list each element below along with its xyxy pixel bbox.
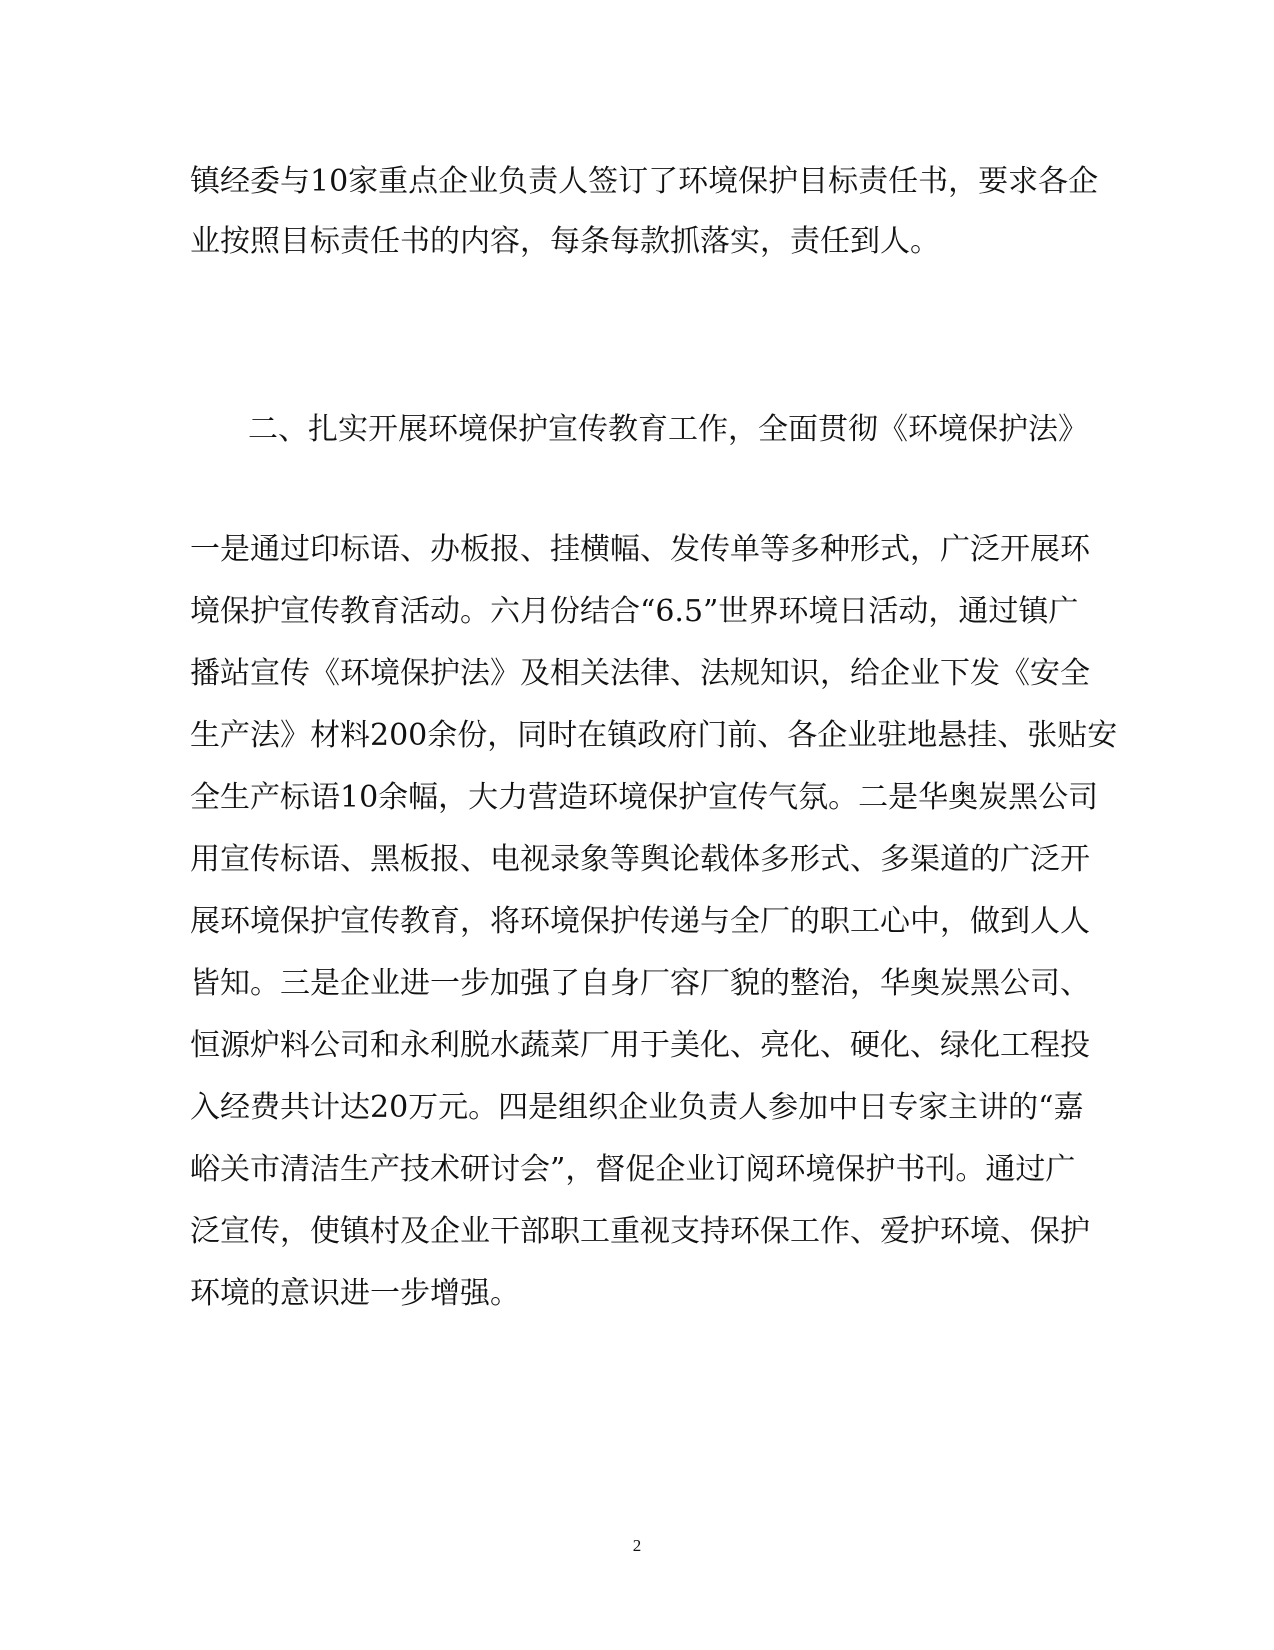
paragraph-1-line-2: 业按照目标责任书的内容，每条每款抓落实，责任到人。 — [190, 224, 940, 259]
paragraph-1-line-1: 镇经委与10家重点企业负责人签订了环境保护目标责任书，要求各企 — [190, 164, 1099, 199]
paragraph-2-line-13: 环境的意识进一步增强。 — [190, 1276, 520, 1311]
section-heading: 二、扎实开展环境保护宣传教育工作，全面贯彻《环境保护法》 — [248, 412, 1088, 447]
paragraph-2-line-1: 一是通过印标语、办板报、挂横幅、发传单等多种形式，广泛开展环 — [190, 532, 1090, 567]
paragraph-2-line-8: 皆知。三是企业进一步加强了自身厂容厂貌的整治，华奥炭黑公司、 — [190, 966, 1090, 1001]
paragraph-2-line-5: 全生产标语10余幅，大力营造环境保护宣传气氛。二是华奥炭黑公司 — [190, 780, 1099, 815]
paragraph-2-line-6: 用宣传标语、黑板报、电视录象等舆论载体多形式、多渠道的广泛开 — [190, 842, 1090, 877]
paragraph-2-line-10: 入经费共计达20万元。四是组织企业负责人参加中日专家主讲的“嘉 — [190, 1090, 1084, 1125]
paragraph-2-line-3: 播站宣传《环境保护法》及相关法律、法规知识，给企业下发《安全 — [190, 656, 1090, 691]
paragraph-2-line-4: 生产法》材料200余份，同时在镇政府门前、各企业驻地悬挂、张贴安 — [190, 718, 1118, 753]
page-number: 2 — [632, 1536, 642, 1555]
paragraph-2-line-12: 泛宣传，使镇村及企业干部职工重视支持环保工作、爱护环境、保护 — [190, 1214, 1090, 1249]
paragraph-2-line-9: 恒源炉料公司和永利脱水蔬菜厂用于美化、亮化、硬化、绿化工程投 — [190, 1028, 1090, 1063]
paragraph-2-line-7: 展环境保护宣传教育，将环境保护传递与全厂的职工心中，做到人人 — [190, 904, 1090, 939]
paragraph-2-line-11: 峪关市清洁生产技术研讨会”，督促企业订阅环境保护书刊。通过广 — [190, 1152, 1076, 1187]
paragraph-2-line-2: 境保护宣传教育活动。六月份结合“6.5”世界环境日活动，通过镇广 — [190, 594, 1079, 629]
